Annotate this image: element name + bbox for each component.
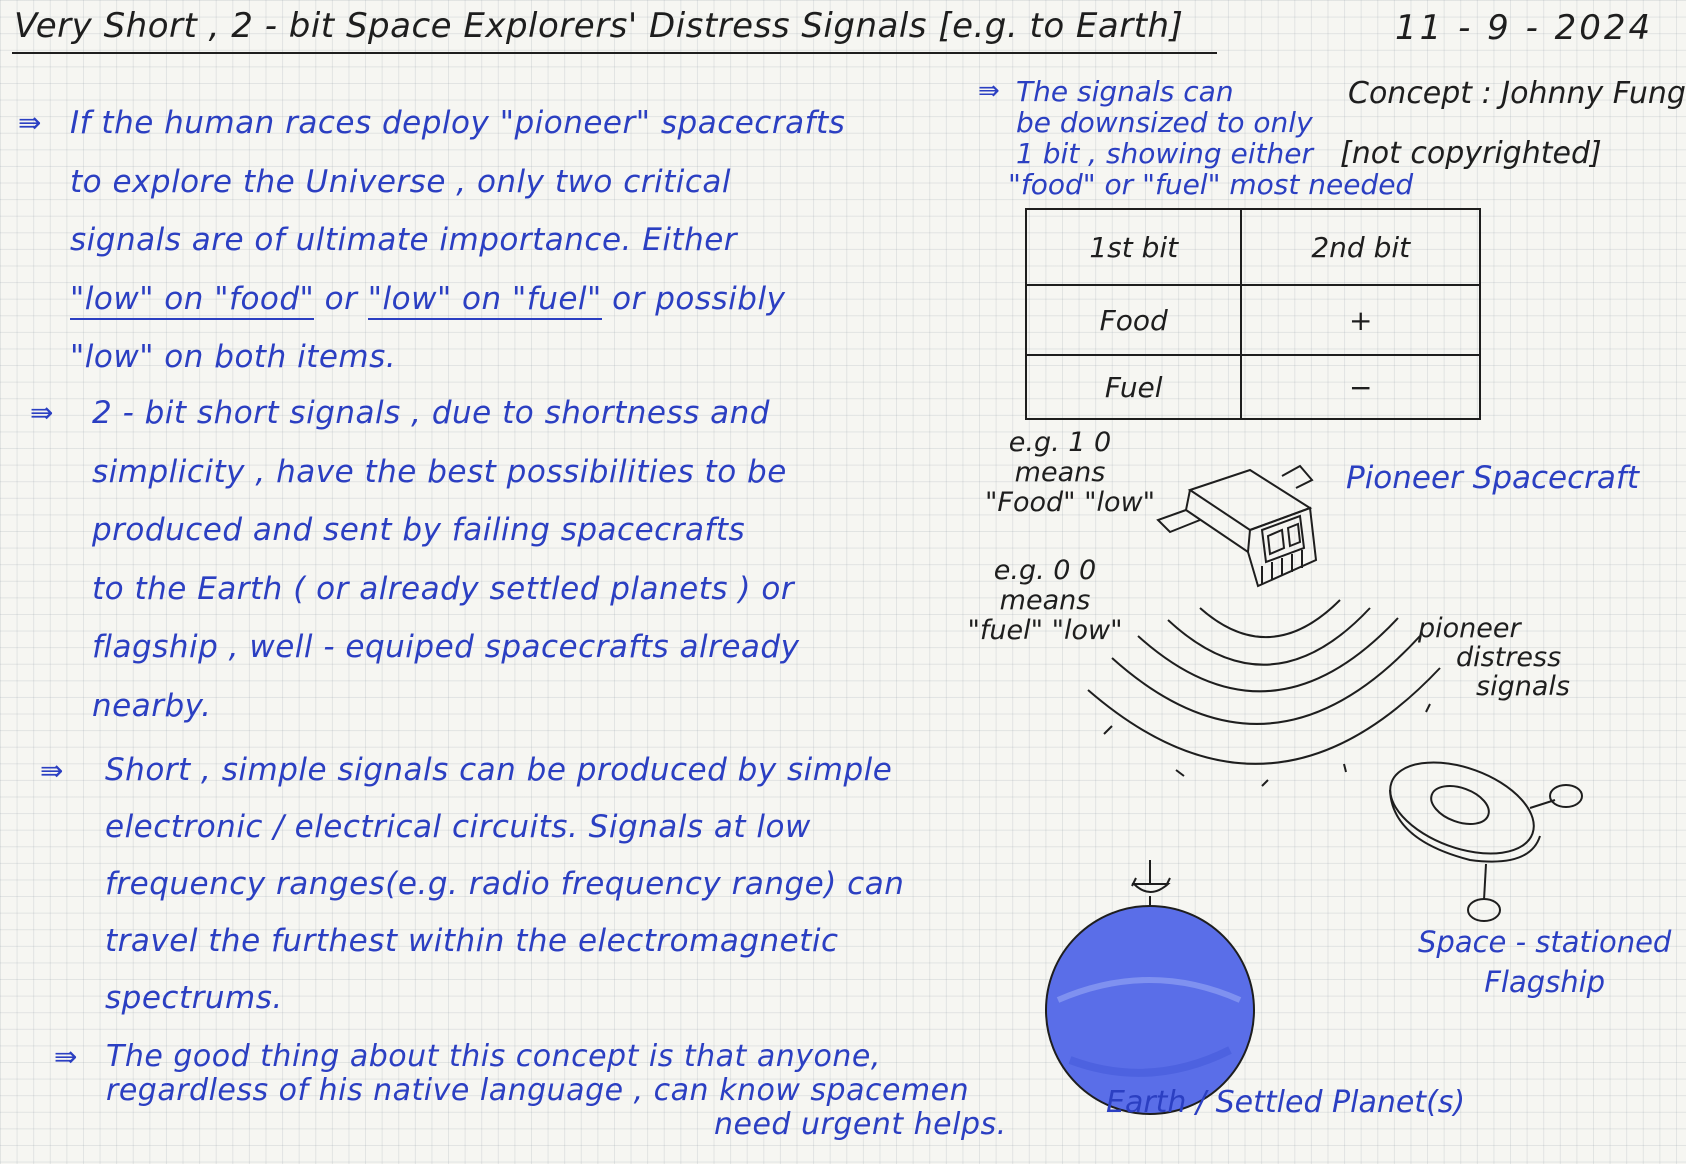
note-line: be downsized to only xyxy=(1016,106,1313,139)
paragraph-line: frequency ranges(e.g. radio frequency range) can xyxy=(105,866,905,902)
paragraph-line: travel the furthest within the electromagnetic xyxy=(105,923,839,959)
table-header-row xyxy=(1026,209,1480,285)
pioneer-spacecraft-label: Pioneer Spacecraft xyxy=(1346,460,1639,496)
pioneer-spacecraft-drawing xyxy=(1158,466,1316,586)
label-line: pioneer xyxy=(1418,613,1521,644)
arrow-icon: ⇛ xyxy=(18,106,42,139)
underlined-phrase-food: "low" on "food" xyxy=(70,281,314,320)
paragraph-line: Short , simple signals can be produced by simple xyxy=(105,752,893,788)
table-cell: + xyxy=(1241,285,1480,355)
example-meaning: "Food" "low" xyxy=(985,487,1156,518)
date: 11 - 9 - 2024 xyxy=(1395,8,1654,48)
paragraph-line: to the Earth ( or already settled planets ) or xyxy=(92,570,795,607)
label-line: signals xyxy=(1476,671,1570,702)
paragraph-line: "low" on both items. xyxy=(70,339,397,375)
paragraph-line: 2 - bit short signals , due to shortness and xyxy=(92,395,770,431)
paragraph-2 xyxy=(30,384,799,735)
flagship-label xyxy=(1418,922,1671,1002)
paragraph-line: electronic / electrical circuits. Signals at low xyxy=(105,809,811,845)
paragraph-line: nearby. xyxy=(92,687,212,724)
table-row xyxy=(1026,285,1480,355)
table-header-cell: 2nd bit xyxy=(1241,209,1480,285)
note-line: 1 bit , showing either xyxy=(1016,137,1313,170)
paragraph-line: need urgent helps. xyxy=(714,1107,1007,1142)
note-line: "food" or "fuel" most needed xyxy=(1008,168,1414,201)
arrow-icon: ⇛ xyxy=(54,1040,78,1073)
paragraph-line: simplicity , have the best possibilities to be xyxy=(92,453,787,490)
paragraph-line: produced and sent by failing spacecrafts xyxy=(92,512,746,548)
table-cell: Food xyxy=(1026,285,1241,355)
arrow-icon: ⇛ xyxy=(978,76,1000,106)
concept-credit: Concept : Johnny Fung xyxy=(1348,76,1686,111)
paragraph-line: spectrums. xyxy=(105,980,283,1016)
arrow-icon: ⇛ xyxy=(40,754,64,787)
connector-text: or possibly xyxy=(601,280,786,317)
example-means: means xyxy=(999,585,1091,616)
example-food-low xyxy=(985,427,1156,518)
table-cell: − xyxy=(1241,355,1480,419)
underlined-phrase-fuel: "low" on "fuel" xyxy=(368,281,602,320)
table-row xyxy=(1026,355,1480,419)
distress-signal-arcs xyxy=(1088,600,1440,786)
planet-drawing xyxy=(1046,860,1254,1114)
paragraph-1 xyxy=(18,94,845,387)
note-line: The signals can xyxy=(1016,75,1234,108)
arrow-icon: ⇛ xyxy=(30,396,54,429)
table-cell: Fuel xyxy=(1026,355,1241,419)
paragraph-line: If the human races deploy "pioneer" spacecrafts xyxy=(70,105,846,141)
copyright-note: [not copyrighted] xyxy=(1340,136,1602,171)
paragraph-3 xyxy=(40,742,904,1027)
paragraph-line: regardless of his native language , can know spacemen xyxy=(106,1073,970,1108)
page-title: Very Short , 2 - bit Space Explorers' Distress Signals [e.g. to Earth] xyxy=(14,6,1184,46)
title-underline xyxy=(12,52,1217,54)
example-meaning: "fuel" "low" xyxy=(967,615,1123,646)
earth-label: Earth / Settled Planet(s) xyxy=(1106,1085,1466,1120)
paragraph-line: The good thing about this concept is that anyone, xyxy=(106,1039,881,1074)
paragraph-line: to explore the Universe , only two critical xyxy=(70,163,732,200)
example-code: e.g. 0 0 xyxy=(993,555,1097,586)
bit-table xyxy=(1025,208,1481,420)
example-means: means xyxy=(1014,457,1106,488)
distress-signals-label xyxy=(1418,614,1570,701)
example-code: e.g. 1 0 xyxy=(1008,427,1112,458)
table-header-cell: 1st bit xyxy=(1026,209,1241,285)
label-line: Flagship xyxy=(1484,965,1606,999)
paragraph-line: signals are of ultimate importance. Either xyxy=(70,222,738,258)
paragraph-line xyxy=(18,270,845,329)
flagship-drawing xyxy=(1378,745,1582,921)
paragraph-line: flagship , well - equiped spacecrafts already xyxy=(92,629,800,665)
connector-text: or xyxy=(314,280,368,317)
example-fuel-low xyxy=(965,556,1125,646)
paragraph-4 xyxy=(54,1040,1007,1142)
label-line: Space - stationed xyxy=(1418,925,1672,959)
label-line: distress xyxy=(1456,642,1562,673)
